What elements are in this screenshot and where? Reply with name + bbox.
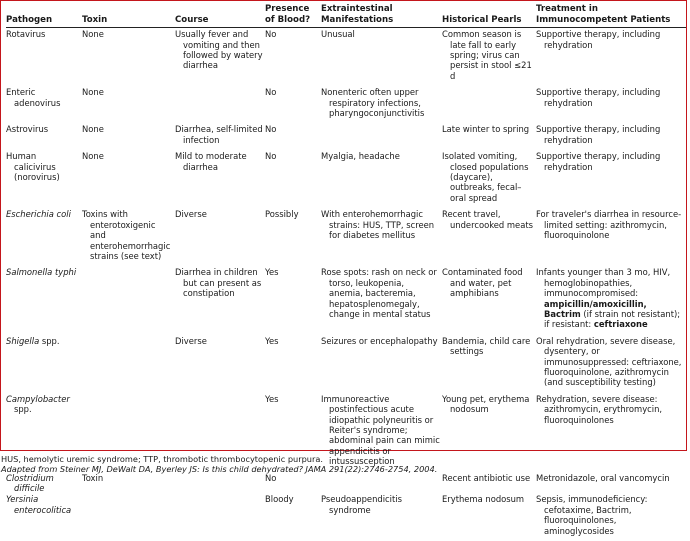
table-footer [1,454,437,474]
cell-course: Usually fever and vomiting and then followed by watery diarrhea [175,29,263,71]
cell-treatment: Supportive therapy, including rehydration [536,29,661,50]
header-pearls: Historical Pearls [442,4,536,28]
cell-blood: Possibly [265,209,299,220]
cell-toxin: None [82,124,104,135]
cell-toxin: None [82,29,104,40]
header-treat-line1: Treatment in [536,4,598,14]
cell-pearls: Isolated vomiting, closed populations (daycare), outbreaks, fecal–oral spread [442,151,529,203]
cell-course: Diverse [175,335,207,346]
table-header-row [6,4,686,28]
cell-extra: Immunoreactive postinfectious acute idiopathic polyneuritis or Reiter's syndrome; abdominal pain can mimic appendicitis or intussusception [321,393,440,467]
header-extra-line2: Manifestations [321,14,394,25]
cell-toxin: None [82,151,104,162]
table-row [6,208,686,266]
cell-blood: Yes [265,267,279,278]
cell-toxin: None [82,87,104,98]
header-extraintestinal [321,4,442,28]
pathogen-suffix: spp. [39,335,60,346]
header-blood [265,4,321,28]
cell-pathogen [6,336,80,346]
cell-treatment: Supportive therapy, including rehydration [536,124,661,145]
header-blood-line1: Presence [265,4,310,14]
cell-course: Diverse [175,209,207,220]
cell-blood: No [265,151,277,162]
cell-extra: Pseudoappendicitis syndrome [321,494,402,515]
cell-pearls: Young pet, erythema nodosum [442,393,530,415]
cell-pathogen: Escherichia coli [6,209,71,220]
cell-treatment: For traveler's diarrhea in resource-limited setting: azithromycin, fluoroquinolone [536,209,682,241]
cell-pathogen: Astrovirus [6,124,49,135]
table-row [6,266,686,334]
cell-blood: No [265,124,277,135]
treatment-drug-bold: ceftriaxone [593,319,648,330]
cell-pathogen: Human calicivirus (norovirus) [6,151,60,183]
cell-extra: Rose spots: rash on neck or torso, leukopenia, anemia, bacteremia, hepatosplenomegaly, change in mental status [321,267,437,319]
cell-pearls: Recent antibiotic use [442,472,531,483]
cell-treatment: Rehydration, severe disease: azithromycin, erythromycin, fluoroquinolones [536,393,663,425]
header-toxin: Toxin [82,4,175,28]
cell-extra: With enterohemorrhagic strains: HUS, TTP, screen for diabetes mellitus [321,209,435,241]
table-row [6,28,686,87]
cell-treatment: Supportive therapy, including rehydration [536,151,661,172]
cell-pearls: Late winter to spring [442,124,530,135]
pathogen-genus: Campylobacter [6,393,70,404]
treatment-text: (if strain not resistant); if resistant: [544,308,681,330]
cell-pearls: Bandemia, child care settings [442,335,531,357]
cell-pathogen: Clostridium difficile [6,472,54,494]
cell-pathogen: Salmonella typhi [6,267,77,278]
pathogen-genus: Shigella [6,335,40,346]
header-treat-line2: Immunocompetent Patients [536,14,671,25]
table-row [6,493,686,541]
table-row [6,335,686,393]
header-pathogen: Pathogen [6,4,82,28]
header-course: Course [175,4,265,28]
cell-blood: Yes [265,393,279,404]
cell-treatment: Supportive therapy, including rehydration [536,87,661,108]
cell-pathogen: Yersinia enterocolitica [6,494,72,515]
cell-toxin: Toxin [82,472,104,483]
header-treatment [536,4,686,28]
treatment-drugs-bold: ampicillin/amoxicillin, Bactrim [544,298,647,319]
cell-toxin: Toxins with enterotoxigenic and enterohemorrhagic strains (see text) [82,209,171,261]
cell-extra: Nonenteric often upper respiratory infections, pharyngoconjunctivitis [321,87,425,119]
cell-pearls: Erythema nodosum [442,494,525,505]
cell-pearls: Common season is late fall to early spring; virus can persist in stool ≤21 d [442,29,532,81]
cell-blood: No [265,87,277,98]
abbreviations-note: HUS, hemolytic uremic syndrome; TTP, thrombotic thrombocytopenic purpura. [1,454,323,464]
cell-course: Diarrhea, self-limited infection [175,124,263,145]
citation-note: Adapted from Steiner MJ, DeWalt DA, Byerley JS: Is this child dehydrated? JAMA 291(22):2746-2754, 2004. [1,464,438,474]
cell-treatment: Oral rehydration, severe disease, dysentery, or immunosuppressed: ceftriaxone, fluoroquinolone, azithromycin (and susceptibility testing) [536,335,682,388]
cell-treatment: Metronidazole, oral vancomycin [536,472,670,483]
cell-extra: Myalgia, headache [321,151,400,162]
cell-pathogen [6,394,80,415]
cell-extra: Unusual [321,29,355,40]
cell-blood: No [265,29,277,40]
cell-pearls: Contaminated food and water, pet amphibians [442,267,523,299]
cell-blood: Yes [265,335,279,346]
cell-treatment: Sepsis, immunodeficiency: cefotaxime, Bactrim, fluoroquinolones, aminoglycosides [536,494,648,536]
cell-blood: No [265,472,277,483]
cell-blood: Bloody [265,494,294,505]
header-blood-line2: of Blood? [265,14,311,25]
cell-course: Diarrhea in children but can present as constipation [175,267,262,299]
treatment-text: Infants younger than 3 mo, HIV, hemoglobinopathies, immunocompromised: [536,267,671,299]
table-row [6,123,686,150]
pathogen-suffix: spp. [14,404,32,415]
table-row [6,150,686,208]
cell-pathogen: Rotavirus [6,29,46,40]
cell-extra: Seizures or encephalopathy [321,335,438,346]
table-row [6,86,686,123]
cell-pathogen: Enteric adenovirus [6,87,61,108]
cell-treatment [536,267,684,329]
cell-pearls: Recent travel, undercooked meats [442,209,533,230]
header-extra-line1: Extraintestinal [321,4,393,14]
cell-course: Mild to moderate diarrhea [175,151,247,172]
